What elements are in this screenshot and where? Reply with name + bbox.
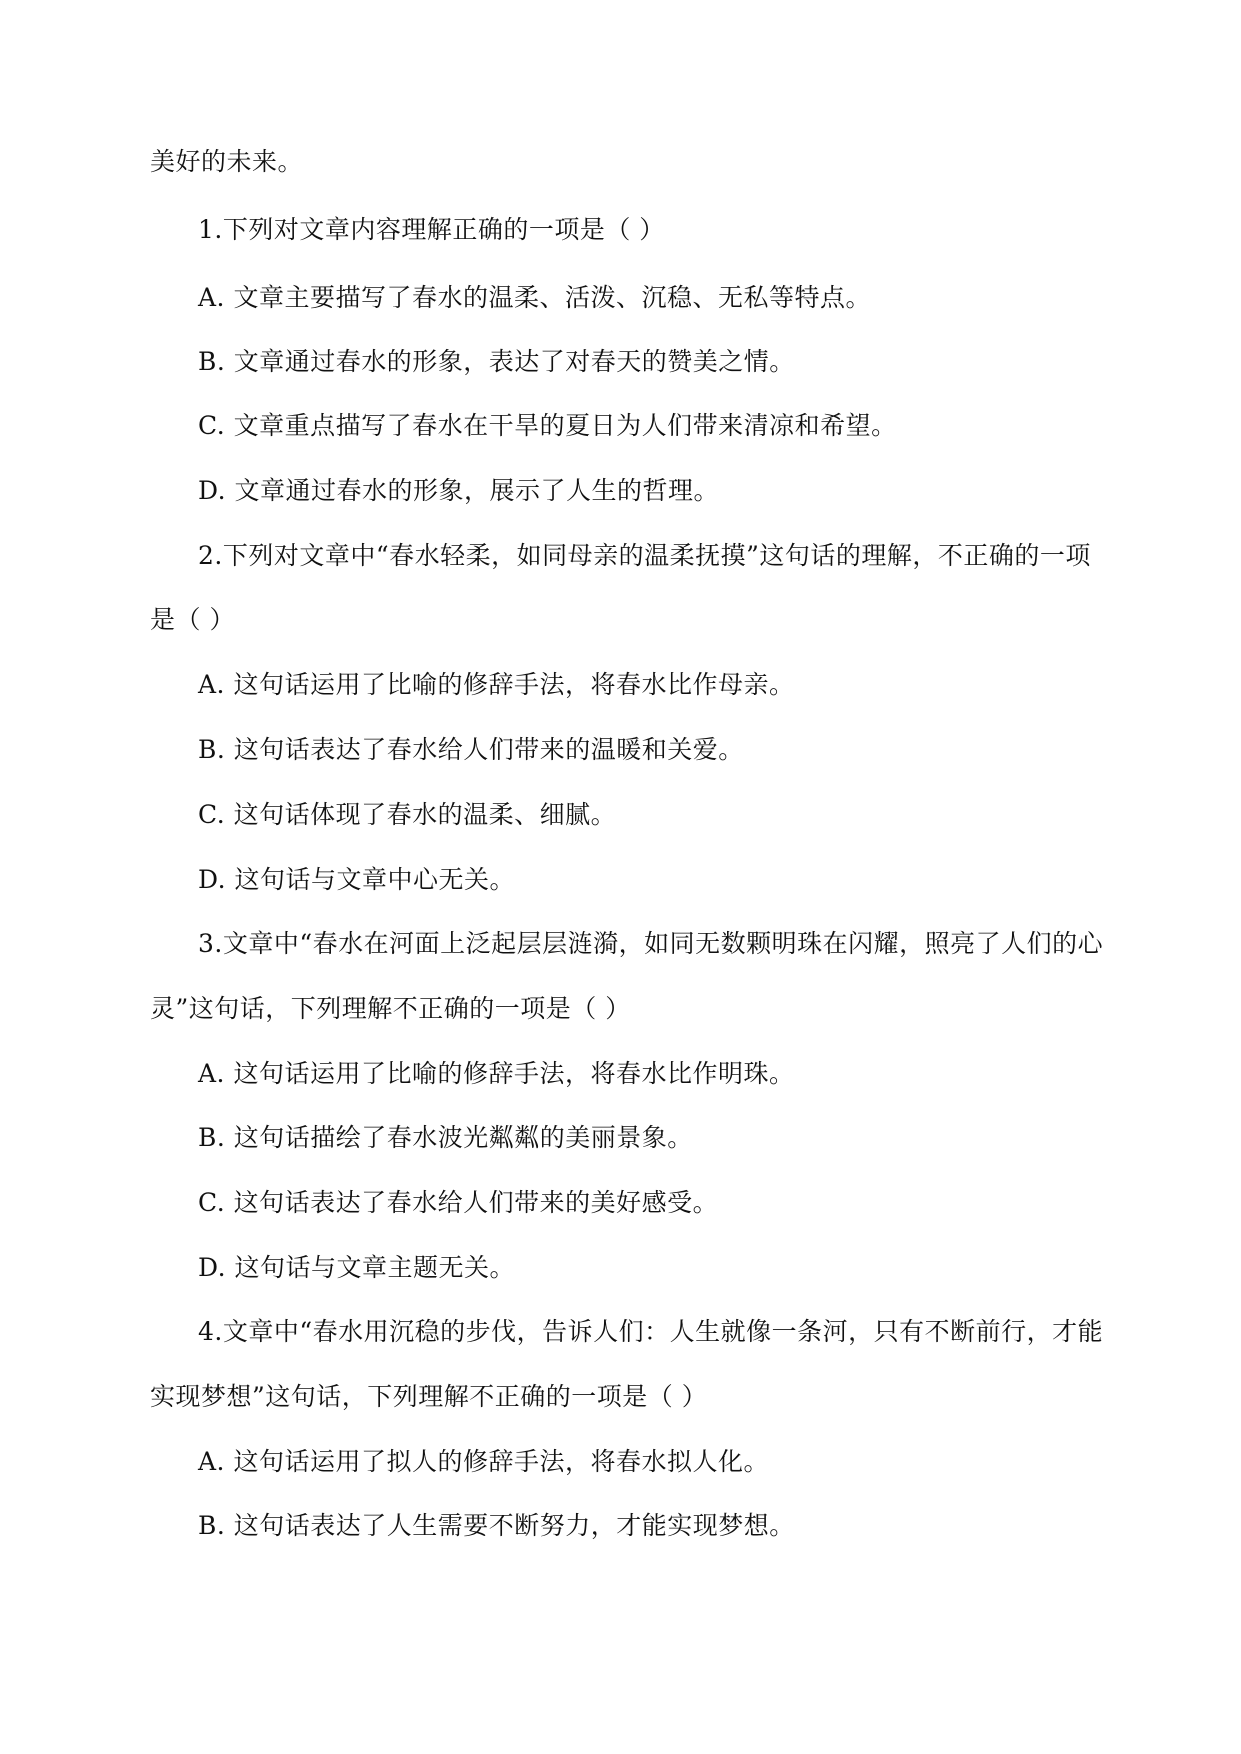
question-2-stem-line-2: 是（ ）	[150, 605, 235, 634]
question-1-option-a: A. 文章主要描写了春水的温柔、活泼、沉稳、无私等特点。	[198, 283, 871, 312]
question-3-option-b: B. 这句话描绘了春水波光粼粼的美丽景象。	[198, 1123, 693, 1152]
question-2-option-d: D. 这句话与文章中心无关。	[198, 865, 516, 894]
question-1-stem: 1.下列对文章内容理解正确的一项是（ ）	[198, 215, 665, 244]
question-4-stem-line-1: 4.文章中“春水用沉稳的步伐，告诉人们：人生就像一条河，只有不断前行，才能	[198, 1317, 1104, 1346]
question-2-option-b: B. 这句话表达了春水给人们带来的温暖和关爱。	[198, 735, 744, 764]
question-2-option-c: C. 这句话体现了春水的温柔、细腻。	[198, 800, 617, 829]
question-4-option-b: B. 这句话表达了人生需要不断努力，才能实现梦想。	[198, 1511, 795, 1540]
question-3-option-d: D. 这句话与文章主题无关。	[198, 1253, 516, 1282]
question-3-stem-line-2: 灵”这句话，下列理解不正确的一项是（ ）	[150, 994, 631, 1023]
question-4-stem-line-2: 实现梦想”这句话，下列理解不正确的一项是（ ）	[150, 1382, 708, 1411]
question-3-stem-line-1: 3.文章中“春水在河面上泛起层层涟漪，如同无数颗明珠在闪耀，照亮了人们的心	[198, 929, 1104, 958]
question-1-option-c: C. 文章重点描写了春水在干旱的夏日为人们带来清凉和希望。	[198, 411, 897, 440]
question-4-option-a: A. 这句话运用了拟人的修辞手法，将春水拟人化。	[198, 1447, 769, 1476]
question-2-stem-line-1: 2.下列对文章中“春水轻柔，如同母亲的温柔抚摸”这句话的理解，不正确的一项	[198, 541, 1091, 570]
passage-ending-line: 美好的未来。	[150, 147, 304, 176]
question-3-option-a: A. 这句话运用了比喻的修辞手法，将春水比作明珠。	[198, 1059, 795, 1088]
question-1-option-d: D. 文章通过春水的形象，展示了人生的哲理。	[198, 476, 720, 505]
question-1-option-b: B. 文章通过春水的形象，表达了对春天的赞美之情。	[198, 347, 795, 376]
question-3-option-c: C. 这句话表达了春水给人们带来的美好感受。	[198, 1188, 719, 1217]
question-2-option-a: A. 这句话运用了比喻的修辞手法，将春水比作母亲。	[198, 670, 795, 699]
